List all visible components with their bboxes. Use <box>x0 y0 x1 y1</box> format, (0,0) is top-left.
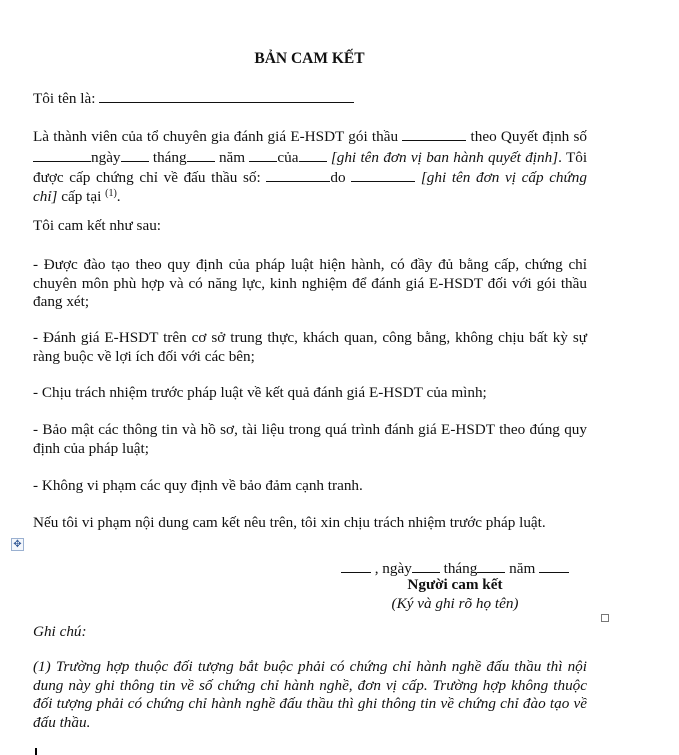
day-blank[interactable] <box>121 147 149 162</box>
year-blank[interactable] <box>249 147 277 162</box>
resize-square-icon[interactable] <box>601 614 609 622</box>
certifier-hint: [ghi tên đơn vị cấp chứng chỉ] <box>33 169 587 205</box>
closing-statement: Nếu tôi vi phạm nội dung cam kết nêu trên, tôi xin chịu trách nhiệm trước pháp luật. <box>33 514 546 531</box>
sig-day-label: ngày <box>382 560 412 577</box>
intro-text-2: theo Quyết định số <box>470 128 588 145</box>
month-blank[interactable] <box>187 147 215 162</box>
name-label: Tôi tên là: <box>33 90 96 107</box>
place-blank[interactable] <box>341 558 371 573</box>
package-blank[interactable] <box>402 126 466 141</box>
certificate-number-blank[interactable] <box>266 167 330 182</box>
commit-heading: Tôi cam kết như sau: <box>33 217 162 234</box>
commitment-item: - Được đào tạo theo quy định của pháp luật hiện hành, có đầy đủ bằng cấp, chứng chỉ chuyên môn phù hợp và có năng lực, kinh nghiệm để đánh giá E-HSDT đối với gói thầu đang xét; <box>33 256 587 311</box>
issuer-blank[interactable] <box>299 147 327 162</box>
commitment-item: - Bảo mật các thông tin và hồ sơ, tài liệu trong quá trình đánh giá E-HSDT theo đúng quy định của pháp luật; <box>33 421 587 457</box>
intro-text-3: . Tôi được cấp chứng chỉ về đấu thầu số: <box>33 148 588 187</box>
commitment-item: - Không vi phạm các quy định về bảo đảm cạnh tranh. <box>33 477 363 494</box>
intro-text-1: Là thành viên của tổ chuyên gia đánh giá E-HSDT gói thầu <box>33 128 399 145</box>
commitment-item: - Đánh giá E-HSDT trên cơ sở trung thực, khách quan, công bằng, không chịu bất kỳ sự ràng buộc về lợi ích đối với các bên; <box>33 329 587 365</box>
note-label: Ghi chú: <box>33 623 87 640</box>
footnote-ref[interactable]: (1) <box>105 187 117 199</box>
issuer-hint: [ghi tên đơn vị ban hành quyết định] <box>330 148 559 166</box>
intro-text-4: cấp tại <box>61 187 102 205</box>
decision-number-blank[interactable] <box>33 147 91 162</box>
footnote-text: (1) Trường hợp thuộc đối tượng bắt buộc phải có chứng chỉ hành nghề đấu thầu thì nội dung này ghi thông tin về số chứng chỉ hành nghề, đơn vị cấp. Trường hợp không thuộc đối tượng phải có chứng chỉ hành nghề đấu thầu thì ghi thông tin về chứng chỉ đào tạo về đấu thầu. <box>33 658 587 731</box>
sig-month-label: tháng <box>443 560 478 577</box>
intro-end: . <box>116 187 121 205</box>
intro-day: ngày <box>91 148 121 166</box>
intro-month: tháng <box>152 148 187 166</box>
sig-month-blank[interactable] <box>477 558 505 573</box>
intro-by: do <box>330 169 346 187</box>
signature-date-line <box>300 558 610 578</box>
name-line <box>33 88 587 109</box>
certifier-blank[interactable] <box>351 167 415 182</box>
sig-year-label: năm <box>509 560 536 577</box>
commitment-item: - Chịu trách nhiệm trước pháp luật về kết quả đánh giá E-HSDT của mình; <box>33 384 487 401</box>
intro-paragraph <box>33 126 587 206</box>
sig-day-blank[interactable] <box>412 558 440 573</box>
signature-instruction: (Ký và ghi rõ họ tên) <box>391 595 519 612</box>
document-title: BẢN CAM KẾT <box>254 50 365 67</box>
name-blank[interactable] <box>99 88 354 103</box>
date-sep: , <box>374 560 379 577</box>
move-cross-icon[interactable]: ✥ <box>11 538 24 551</box>
intro-of: của <box>277 148 299 166</box>
sig-year-blank[interactable] <box>539 558 569 573</box>
intro-year: năm <box>218 148 246 166</box>
text-cursor <box>35 748 37 755</box>
signer-role: Người cam kết <box>407 576 503 593</box>
